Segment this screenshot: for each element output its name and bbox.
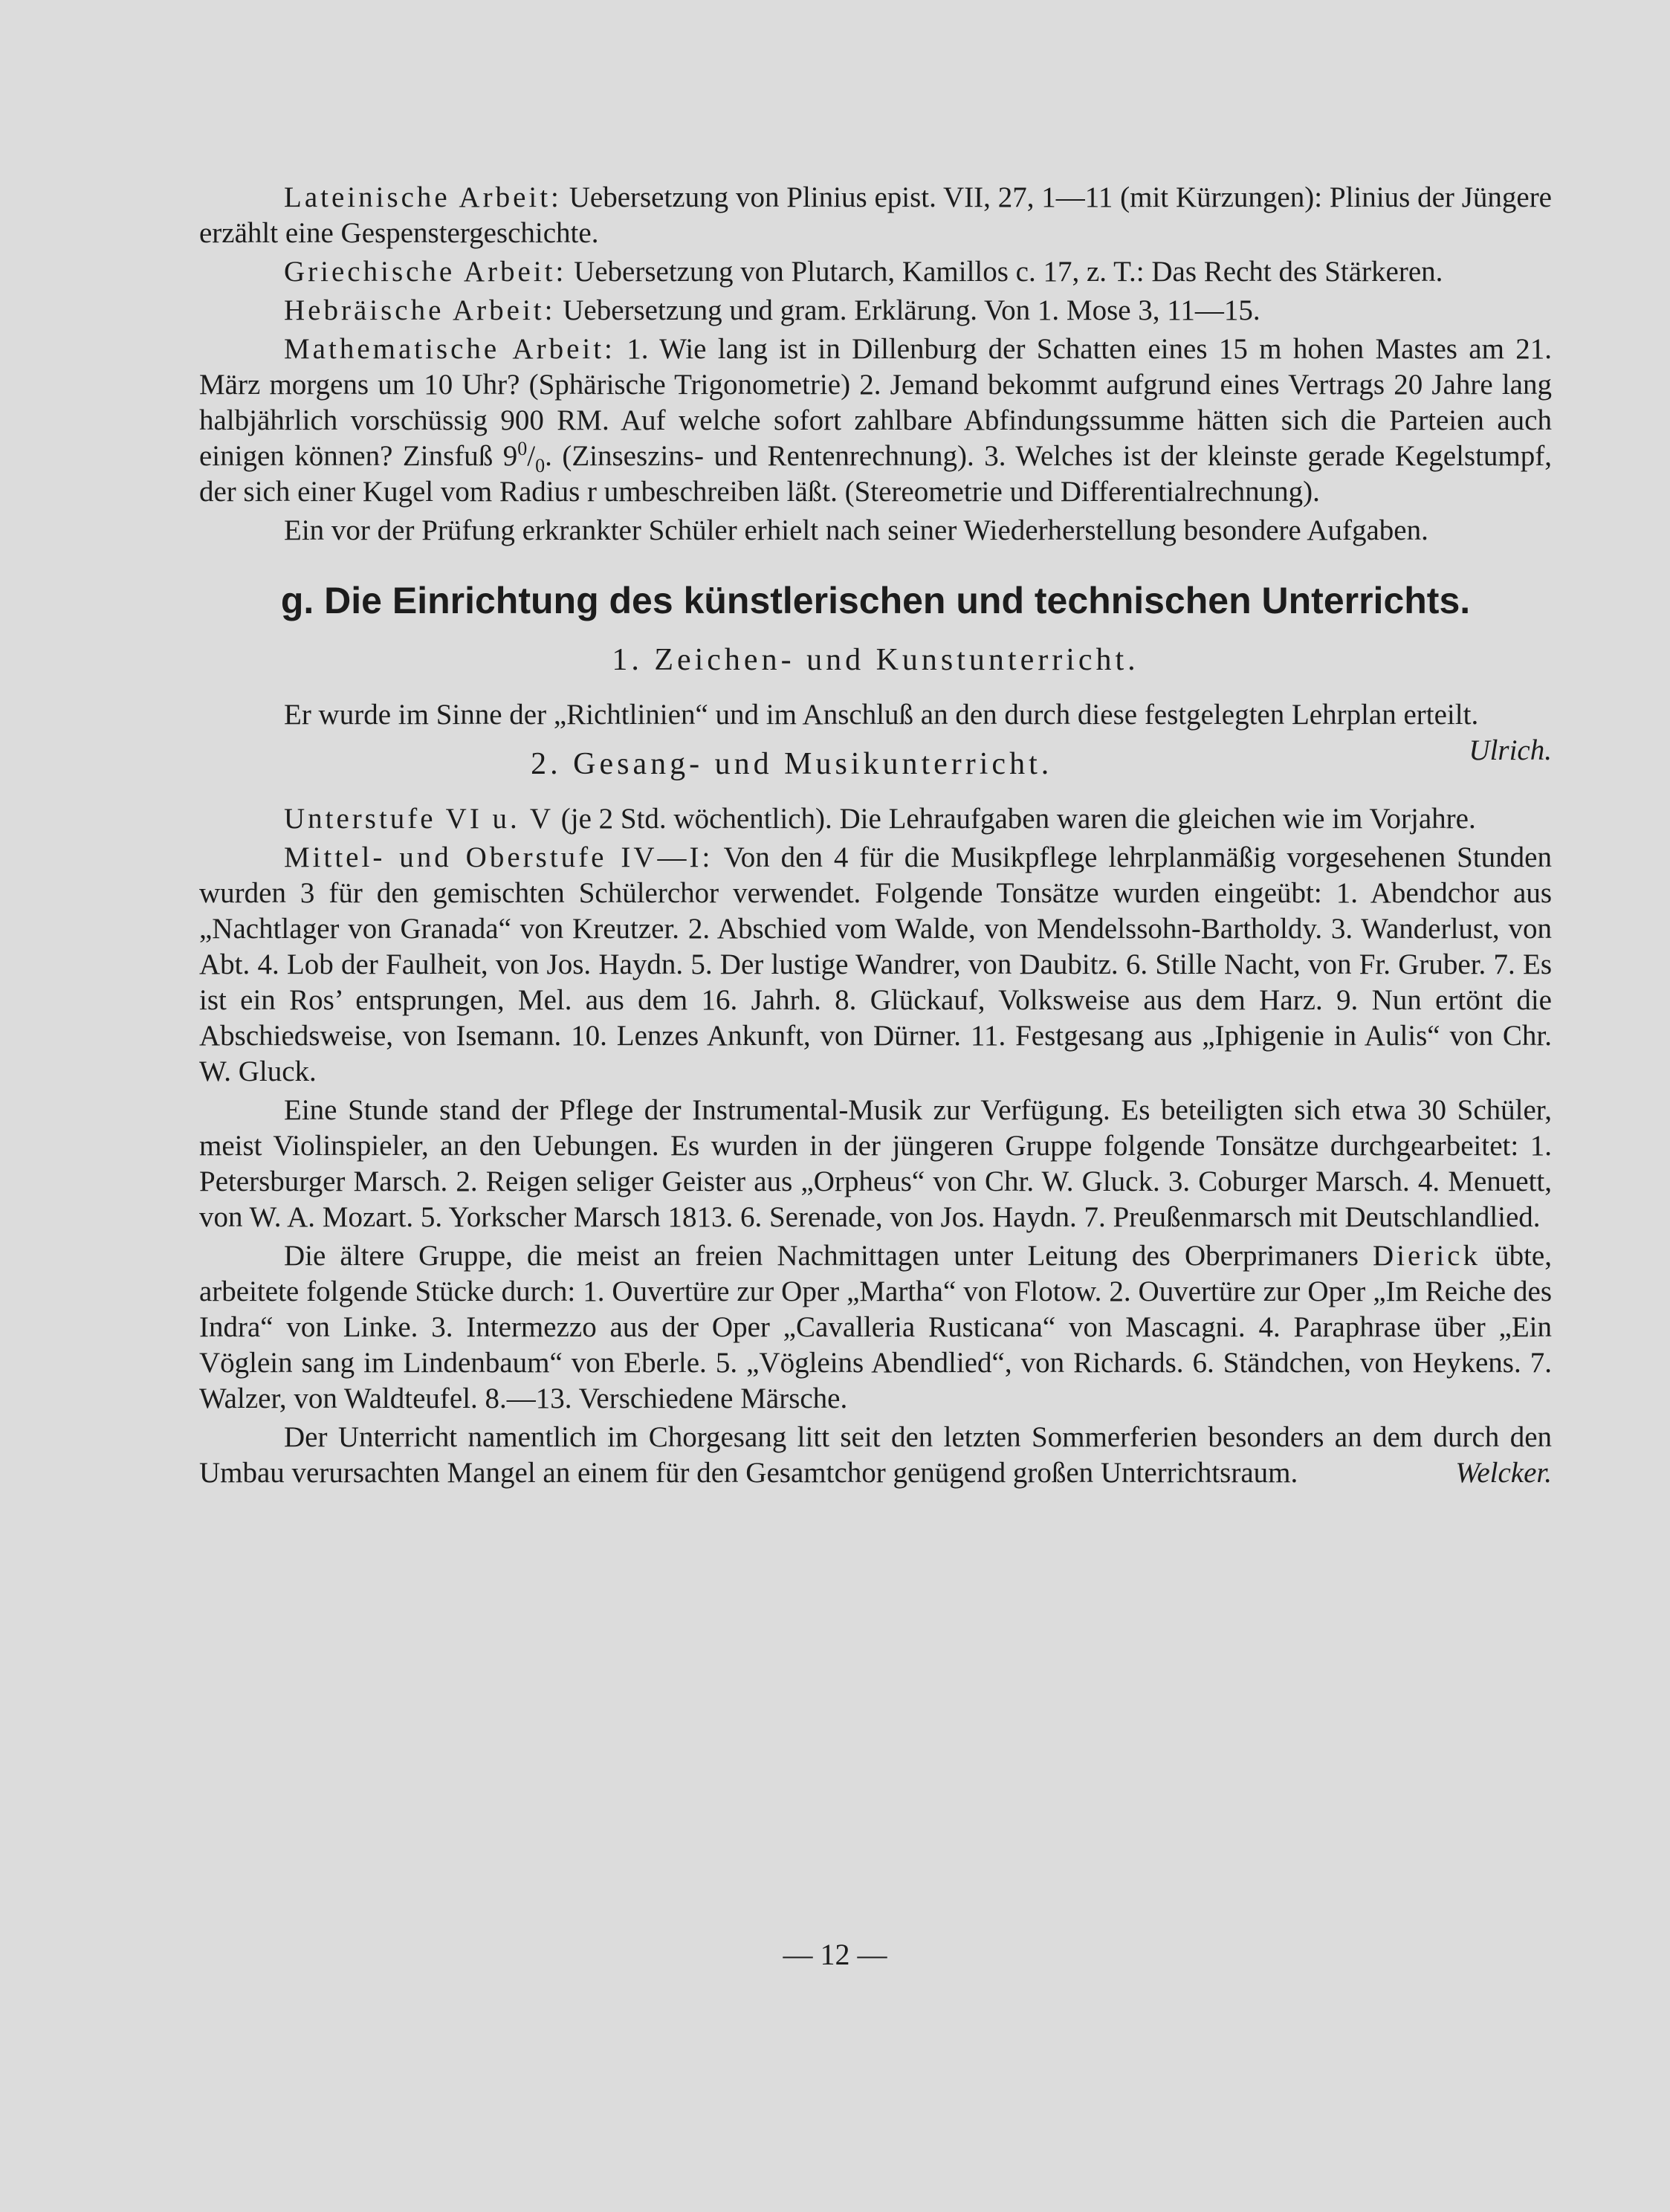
math-exam-text-b: . (Zinseszins- und Rentenrechnung). 3. Welches ist der kleinste gerade Kegelstumpf, der sich einer Kugel vom Radius r umbeschreiben läßt. (Stereometrie und Differentialrechnung). xyxy=(199,440,1552,508)
art-text: Er wurde im Sinne der „Richtlinien“ und im Anschluß an den durch diese festgelegten Lehrplan erteilt. xyxy=(284,699,1479,731)
hebrew-exam-text: Uebersetzung und gram. Erklärung. Von 1. Mose 3, 11—15. xyxy=(555,294,1260,326)
music-paragraph-2 xyxy=(199,840,1552,1090)
music-signature: Welcker. xyxy=(1455,1457,1552,1489)
page-number: — 12 — xyxy=(783,1938,887,1971)
music-p1-text: (je 2 Std. wöchentlich). Die Lehraufgaben waren die gleichen wie im Vorjahre. xyxy=(554,803,1476,835)
music-p4-before: Die ältere Gruppe, die meist an freien Nachmittagen unter Leitung des Oberprimaners xyxy=(284,1240,1373,1272)
music-paragraph-5 xyxy=(199,1420,1552,1491)
math-exam-label: Mathematische Arbeit: xyxy=(284,333,615,365)
latin-exam-text: Uebersetzung von Plinius epist. VII, 27, 1—11 (mit Kürzungen): Plinius der Jüngere erzählt eine Gespenstergeschichte. xyxy=(199,181,1552,249)
music-p1-label: Unterstufe VI u. V xyxy=(284,803,554,835)
greek-exam xyxy=(199,254,1552,290)
section-heading: g. Die Einrichtung des künstlerischen und technischen Unterrichts. xyxy=(280,580,1471,621)
music-p5-text: Der Unterricht namentlich im Chorgesang litt seit den letzten Sommerferien besonders an dem durch den Umbau verursachten Mangel an einem für den Gesamtchor genügend großen Unterrichtsraum. xyxy=(199,1421,1552,1489)
music-p2-text: Von den 4 für die Musikpflege lehrplanmäßig vorgesehenen Stunden wurden 3 für den gemischten Schülerchor verwendet. Folgende Tonsätze wurden eingeübt: 1. Abendchor aus „Nachtlager von Granada“ von Kreutzer. 2. Abschied vom Walde, von Mendelssohn-Bartholdy. 3. Wanderlust, von Abt. 4. Lob der Faulheit, von Jos. Haydn. 5. Der lustige Wandrer, von Daubitz. 6. Stille Nacht, von Fr. Gruber. 7. Es ist ein Ros’ entsprungen, Mel. aus dem 16. Jahrh. 8. Glückauf, Volksweise aus dem Harz. 9. Nun ertönt die Abschiedsweise, von Isemann. 10. Lenzes Ankunft, von Dürner. 11. Festgesang aus „Iphigenie in Aulis“ von Chr. W. Gluck. xyxy=(199,841,1552,1087)
art-signature: Ulrich. xyxy=(1469,734,1552,766)
music-p4-after: übte, arbeitete folgende Stücke durch: 1. Ouvertüre zur Oper „Martha“ von Flotow. 2. Ouvertüre zur Oper „Im Reiche des Indra“ von Linke. 3. Intermezzo aus der Oper „Cavalleria Rusticana“ von Mascagni. 4. Paraphrase über „Ein Vöglein sang im Lindenbaum“ von Eberle. 5. „Vögleins Abendlied“, von Richards. 6. Ständchen, von Heykens. 7. Walzer, von Waldteufel. 8.—13. Verschiedene Märsche. xyxy=(199,1240,1552,1414)
page-body xyxy=(199,180,1552,1494)
music-paragraph-3: Eine Stunde stand der Pflege der Instrumental-Musik zur Verfügung. Es beteiligten sich etwa 30 Schüler, meist Violinspieler, an den Uebungen. Es wurden in der jüngeren Gruppe folgende Tonsätze durchgearbeitet: 1. Petersburger Marsch. 2. Reigen seliger Geister aus „Orpheus“ von Chr. W. Gluck. 3. Coburger Marsch. 4. Menuett, von W. A. Mozart. 5. Yorkscher Marsch 1813. 6. Serenade, von Jos. Haydn. 7. Preußenmarsch mit Deutschlandlied. xyxy=(199,1094,1552,1233)
latin-exam xyxy=(199,180,1552,251)
math-exam-text-a: 1. Wie lang ist in Dillenburg der Schatten eines 15 m hohen Mastes am 21. März morgens um 10 Uhr? (Sphärische Trigonometrie) 2. Jemand bekommt aufgrund eines Vertrags 20 Jahre lang halbjährlich vorschüssig 900 RM. Auf welche sofort zahlbare Abfindungssumme hätten sich die Parteien auch einigen können? Zinsfuß 9 xyxy=(199,333,1552,472)
sick-note: Ein vor der Prüfung erkrankter Schüler erhielt nach seiner Wiederherstellung besondere Aufgaben. xyxy=(284,514,1428,546)
greek-exam-text: Uebersetzung von Plutarch, Kamillos c. 17, z. T.: Das Recht des Stärkeren. xyxy=(566,256,1443,288)
math-exam xyxy=(199,332,1552,510)
music-paragraph-1 xyxy=(199,801,1552,837)
hebrew-exam xyxy=(199,293,1552,329)
music-paragraph-4 xyxy=(199,1238,1552,1417)
music-p4-name: Dierick xyxy=(1373,1240,1480,1272)
latin-exam-label: Lateinische Arbeit: xyxy=(284,181,562,213)
art-title: 1. Zeichen- und Kunstunterricht. xyxy=(612,643,1139,677)
music-title: 2. Gesang- und Musikunterricht. xyxy=(531,747,1053,781)
music-p2-label: Mittel- und Oberstufe IV—I: xyxy=(284,841,713,873)
hebrew-exam-label: Hebräische Arbeit: xyxy=(284,294,556,326)
percent-sup: 0 xyxy=(517,438,528,459)
greek-exam-label: Griechische Arbeit: xyxy=(284,256,567,288)
percent-slash: / xyxy=(527,440,536,472)
percent-sub: 0 xyxy=(535,454,546,476)
